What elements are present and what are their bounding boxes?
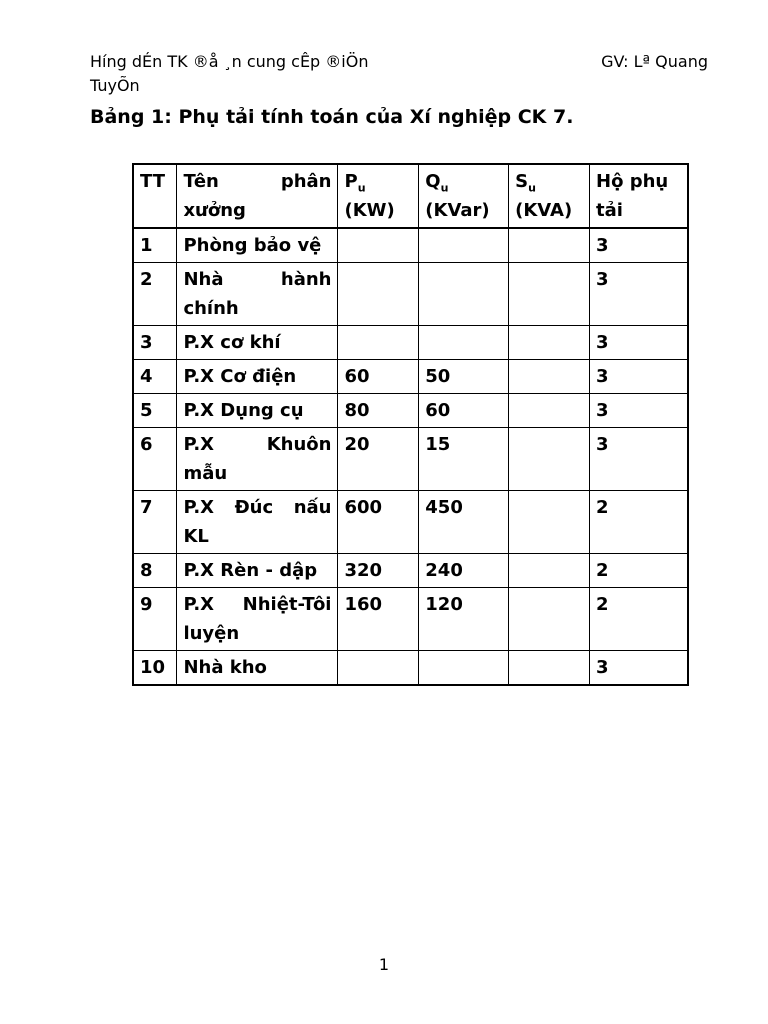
cell-p (338, 326, 419, 360)
cell-q: 240 (419, 554, 509, 588)
header-name: Tên phân xưởng (177, 164, 338, 228)
cell-tt: 1 (133, 228, 177, 263)
cell-name: P.X Cơ điện (177, 360, 338, 394)
cell-name: P.X Dụng cụ (177, 394, 338, 428)
table-header-row (133, 164, 688, 228)
cell-name: Nhà hành chính (177, 263, 338, 326)
cell-ho: 3 (590, 326, 689, 360)
table-row (133, 491, 688, 554)
cell-tt: 8 (133, 554, 177, 588)
header-q-unit: (KVar) (425, 200, 490, 221)
cell-s (509, 588, 590, 651)
table-row (133, 326, 688, 360)
header-continuation-text: TuyÕn (90, 76, 140, 95)
cell-name: Phòng bảo vệ (177, 228, 338, 263)
cell-tt: 2 (133, 263, 177, 326)
cell-name: P.X Nhiệt-Tôi luyện (177, 588, 338, 651)
header-p-unit: (KW) (344, 200, 395, 221)
cell-p: 600 (338, 491, 419, 554)
cell-s (509, 263, 590, 326)
cell-s (509, 360, 590, 394)
cell-q (419, 228, 509, 263)
cell-p: 320 (338, 554, 419, 588)
header-p-sub: u (357, 181, 366, 195)
cell-q (419, 326, 509, 360)
cell-ho: 2 (590, 491, 689, 554)
cell-p: 160 (338, 588, 419, 651)
header-s (509, 164, 590, 228)
header-q (419, 164, 509, 228)
cell-s (509, 428, 590, 491)
table-row (133, 588, 688, 651)
table-row (133, 428, 688, 491)
cell-tt: 6 (133, 428, 177, 491)
cell-ho: 3 (590, 228, 689, 263)
cell-ho: 3 (590, 651, 689, 686)
header-s-unit: (KVA) (515, 200, 573, 221)
table-row (133, 228, 688, 263)
header-s-symbol: S (515, 171, 529, 192)
cell-ho: 3 (590, 394, 689, 428)
cell-p: 20 (338, 428, 419, 491)
cell-name: P.X Đúc nấu KL (177, 491, 338, 554)
header-p-symbol: P (344, 171, 358, 192)
cell-q: 60 (419, 394, 509, 428)
table-row (133, 360, 688, 394)
table-row (133, 263, 688, 326)
load-table (132, 163, 689, 686)
cell-s (509, 651, 590, 686)
cell-tt: 3 (133, 326, 177, 360)
header-p (338, 164, 419, 228)
cell-tt: 9 (133, 588, 177, 651)
cell-s (509, 326, 590, 360)
cell-name: Nhà kho (177, 651, 338, 686)
cell-ho: 2 (590, 554, 689, 588)
page-header (90, 50, 710, 98)
header-ho: Hộ phụ tải (590, 164, 689, 228)
cell-p (338, 651, 419, 686)
header-tt: TT (133, 164, 177, 228)
page-number: 1 (378, 955, 390, 974)
cell-s (509, 554, 590, 588)
cell-tt: 5 (133, 394, 177, 428)
cell-q: 15 (419, 428, 509, 491)
table-row (133, 651, 688, 686)
cell-p (338, 228, 419, 263)
header-q-sub: u (440, 181, 449, 195)
header-s-sub: u (528, 181, 536, 195)
cell-name: P.X cơ khí (177, 326, 338, 360)
cell-ho: 3 (590, 360, 689, 394)
cell-name: P.X Khuôn mẫu (177, 428, 338, 491)
table-row (133, 394, 688, 428)
cell-ho: 3 (590, 428, 689, 491)
cell-name: P.X Rèn - dập (177, 554, 338, 588)
cell-p: 80 (338, 394, 419, 428)
cell-q (419, 263, 509, 326)
header-right-text: GV: Lª Quang (601, 52, 708, 71)
cell-tt: 7 (133, 491, 177, 554)
table-row (133, 554, 688, 588)
cell-p (338, 263, 419, 326)
cell-q: 50 (419, 360, 509, 394)
cell-tt: 10 (133, 651, 177, 686)
cell-p: 60 (338, 360, 419, 394)
cell-s (509, 394, 590, 428)
cell-q: 450 (419, 491, 509, 554)
table-title: Bảng 1: Phụ tải tính toán của Xí nghiệp CK 7. (90, 106, 574, 128)
cell-ho: 3 (590, 263, 689, 326)
cell-ho: 2 (590, 588, 689, 651)
header-q-symbol: Q (425, 171, 441, 192)
cell-s (509, 491, 590, 554)
header-left-text: Híng dÉn TK ®å ¸n cung cÊp ®iÖn (90, 52, 369, 71)
cell-tt: 4 (133, 360, 177, 394)
cell-s (509, 228, 590, 263)
cell-q: 120 (419, 588, 509, 651)
cell-q (419, 651, 509, 686)
